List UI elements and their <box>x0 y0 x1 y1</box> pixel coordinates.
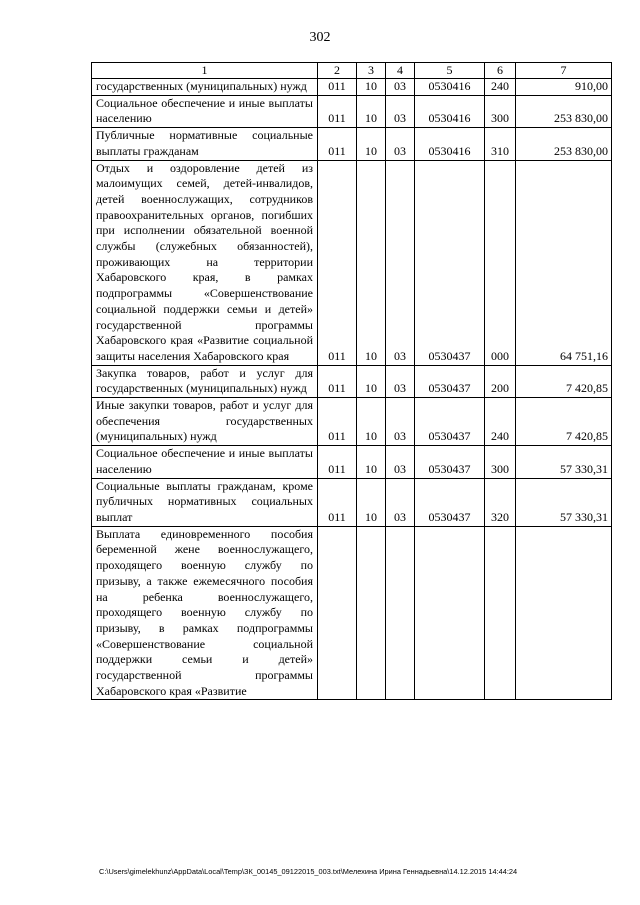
header-cell-7: 7 <box>516 63 612 79</box>
header-cell-1: 1 <box>92 63 318 79</box>
table-row <box>92 398 612 446</box>
header-cell-3: 3 <box>357 63 386 79</box>
section-code: 10 <box>357 398 386 446</box>
section-code: 10 <box>357 128 386 160</box>
table-header-row <box>92 63 612 79</box>
header-cell-4: 4 <box>386 63 415 79</box>
amount: 64 751,16 <box>516 160 612 365</box>
section-code: 10 <box>357 79 386 96</box>
budget-table <box>91 62 612 700</box>
ministry-code: 011 <box>318 478 357 526</box>
ministry-code: 011 <box>318 398 357 446</box>
expense-type-code: 310 <box>485 128 516 160</box>
subsection-code: 03 <box>386 446 415 478</box>
row-name: Социальное обеспечение и иные выплаты населению <box>92 446 318 478</box>
amount: 57 330,31 <box>516 446 612 478</box>
target-article-code: 0530416 <box>415 79 485 96</box>
subsection-code: 03 <box>386 95 415 127</box>
expense-type-code <box>485 526 516 700</box>
expense-type-code: 000 <box>485 160 516 365</box>
table-row <box>92 160 612 365</box>
header-cell-5: 5 <box>415 63 485 79</box>
header-cell-6: 6 <box>485 63 516 79</box>
section-code: 10 <box>357 365 386 397</box>
ministry-code: 011 <box>318 446 357 478</box>
section-code: 10 <box>357 95 386 127</box>
amount: 57 330,31 <box>516 478 612 526</box>
amount: 7 420,85 <box>516 365 612 397</box>
target-article-code: 0530416 <box>415 128 485 160</box>
table-row <box>92 95 612 127</box>
row-name: Социальные выплаты гражданам, кроме публичных нормативных социальных выплат <box>92 478 318 526</box>
ministry-code: 011 <box>318 79 357 96</box>
row-name: Публичные нормативные социальные выплаты гражданам <box>92 128 318 160</box>
table-row <box>92 365 612 397</box>
target-article-code: 0530416 <box>415 95 485 127</box>
section-code: 10 <box>357 478 386 526</box>
target-article-code: 0530437 <box>415 446 485 478</box>
file-path-footer: C:\Users\gimelekhunz\AppData\Local\Temp\ЗК_00145_09122015_003.txt\Мелехина Ирина Геннадьевна\14.12.2015 14:44:24 <box>99 867 518 876</box>
subsection-code: 03 <box>386 398 415 446</box>
row-name: Социальное обеспечение и иные выплаты населению <box>92 95 318 127</box>
amount <box>516 526 612 700</box>
table-row <box>92 526 612 700</box>
amount: 253 830,00 <box>516 95 612 127</box>
ministry-code <box>318 526 357 700</box>
amount: 910,00 <box>516 79 612 96</box>
expense-type-code: 200 <box>485 365 516 397</box>
subsection-code: 03 <box>386 160 415 365</box>
row-name: Иные закупки товаров, работ и услуг для обеспечения государственных (муниципальных) нужд <box>92 398 318 446</box>
table-row <box>92 128 612 160</box>
row-name: государственных (муниципальных) нужд <box>92 79 318 96</box>
section-code <box>357 526 386 700</box>
expense-type-code: 240 <box>485 79 516 96</box>
subsection-code: 03 <box>386 365 415 397</box>
expense-type-code: 240 <box>485 398 516 446</box>
subsection-code <box>386 526 415 700</box>
expense-type-code: 300 <box>485 95 516 127</box>
ministry-code: 011 <box>318 160 357 365</box>
expense-type-code: 320 <box>485 478 516 526</box>
section-code: 10 <box>357 446 386 478</box>
target-article-code: 0530437 <box>415 365 485 397</box>
target-article-code: 0530437 <box>415 478 485 526</box>
target-article-code: 0530437 <box>415 398 485 446</box>
amount: 253 830,00 <box>516 128 612 160</box>
ministry-code: 011 <box>318 365 357 397</box>
row-name: Отдых и оздоровление детей из малоимущих семей, детей-инвалидов, детей военнослужащих, сотрудников правоохранительных органов, погибших при исполнении обязательной военной службы (служебных обязанностей), проживающих на территории Хабаровского края, в рамках подпрограммы «Совершенствование социальной поддержки семьи и детей» государственной программы Хабаровского края «Развитие социальной защиты населения Хабаровского края <box>92 160 318 365</box>
section-code: 10 <box>357 160 386 365</box>
target-article-code <box>415 526 485 700</box>
table-row <box>92 446 612 478</box>
ministry-code: 011 <box>318 95 357 127</box>
expense-type-code: 300 <box>485 446 516 478</box>
subsection-code: 03 <box>386 478 415 526</box>
page-number: 302 <box>309 30 331 45</box>
subsection-code: 03 <box>386 79 415 96</box>
header-cell-2: 2 <box>318 63 357 79</box>
amount: 7 420,85 <box>516 398 612 446</box>
table-row <box>92 478 612 526</box>
row-name: Выплата единовременного пособия беременной жене военнослужащего, проходящего военную службу по призыву, а также ежемесячного пособия на ребенка военнослужащего, проходящего военную службу по призыву, в рамках подпрограммы «Совершенствование социальной поддержки семьи и детей» государственной программы Хабаровского края «Развитие <box>92 526 318 700</box>
ministry-code: 011 <box>318 128 357 160</box>
row-name: Закупка товаров, работ и услуг для государственных (муниципальных) нужд <box>92 365 318 397</box>
target-article-code: 0530437 <box>415 160 485 365</box>
subsection-code: 03 <box>386 128 415 160</box>
table-row <box>92 79 612 96</box>
